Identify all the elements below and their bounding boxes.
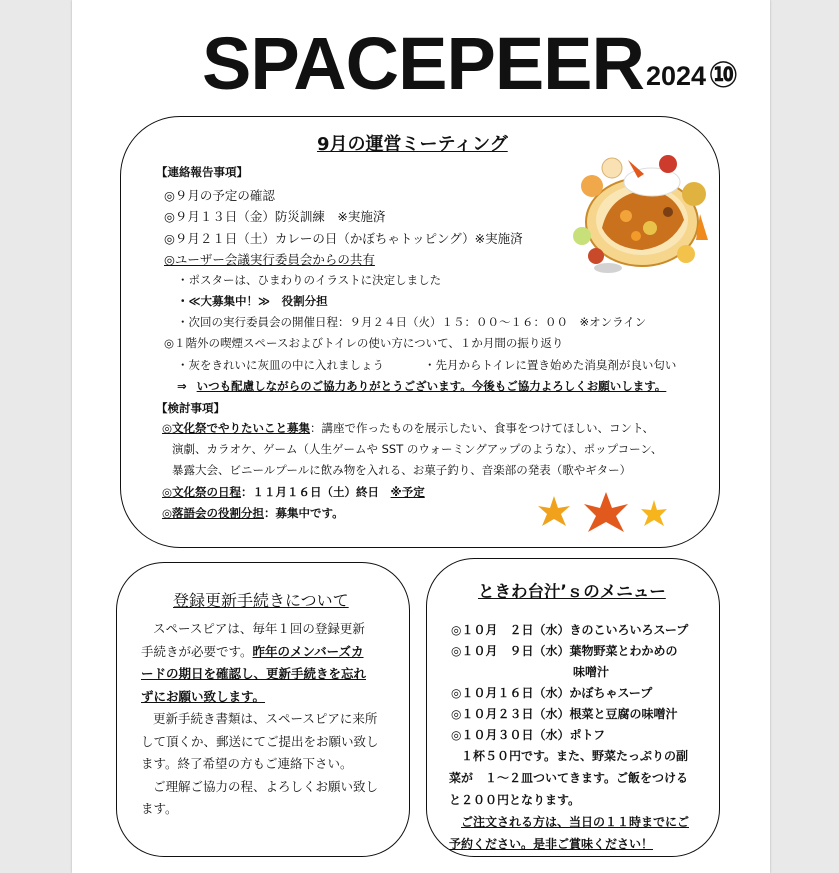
- meeting-item: ◎ユーザー会議実行委員会からの共有: [164, 252, 375, 267]
- festival-text: 演劇、カラオケ、ゲーム（人生ゲームや SST のウォーミングアップのような）、ポップコーン、: [172, 442, 663, 456]
- autumn-leaves-icon: [536, 490, 674, 536]
- title-year: 2024: [645, 61, 707, 91]
- thanks-text: いつも配慮しながらのご協力ありがとうございます。今後もご協力よろしくお願いします。: [196, 379, 667, 393]
- festival-text: 暴露大会、ビニールプールに飲み物を入れる、お菓子釣り、音楽部の発表（歌やギター）: [172, 463, 632, 477]
- menu-title: ときわ台汁’ｓのメニュー: [478, 582, 666, 601]
- menu-date: ◎１０月３０日（水）: [451, 728, 570, 742]
- menu-item: [451, 642, 678, 659]
- rakugo-label: ◎落語会の役割分担: [162, 506, 265, 520]
- rakugo-text: ：募集中です。: [264, 506, 344, 520]
- rakugo-roles: [162, 505, 344, 521]
- schedule-note: ※予定: [390, 485, 425, 499]
- renewal-line: スペースピアは、毎年１回の登録更新: [153, 621, 365, 636]
- menu-dish: 根菜と豆腐の味噌汁: [569, 707, 678, 721]
- renewal-line: ます。: [141, 801, 178, 816]
- schedule-label: ◎文化祭の日程: [162, 485, 242, 499]
- title-text: SPACEPEER: [202, 22, 644, 105]
- menu-item: [451, 621, 688, 638]
- meeting-item: ◎９月１３日（金）防災訓練 ※実施済: [164, 209, 386, 224]
- thanks-line: [177, 378, 666, 394]
- menu-item: [451, 684, 652, 701]
- menu-dish: きのこいろいろスープ: [569, 623, 689, 637]
- festival-label: ◎文化祭でやりたいこと募集: [162, 421, 311, 435]
- issue-number: ⑩: [708, 55, 739, 96]
- renewal-line: して頂くか、郵送にてご提出をお願い致し: [141, 733, 379, 749]
- renewal-line: 更新手続き書類は、スペースピアに来所: [153, 711, 378, 726]
- meeting-subitem: ・≪大募集中！≫ 役割分担: [177, 294, 328, 308]
- menu-date: ◎１０月２３日（水）: [451, 707, 570, 721]
- festival-text: ：講座で作ったものを展示したい、食事をつけてほしい、コント、: [310, 421, 655, 435]
- menu-date: ◎１０月 ２日（水）: [451, 623, 570, 637]
- menu-date: ◎１０月 ９日（水）: [451, 644, 570, 658]
- menu-order-line: 予約ください。是非ご賞味ください！: [449, 837, 654, 851]
- renewal-title: 登録更新手続きについて: [173, 591, 349, 610]
- menu-price-line: 菜が １〜２皿ついてきます。ご飯をつける: [449, 771, 689, 785]
- meeting-subitem: ・次回の実行委員会の開催日程：９月２４日（火）１５：００〜１６：００ ※オンライン: [177, 315, 647, 329]
- renewal-body: [141, 618, 401, 821]
- festival-idea: [162, 420, 654, 436]
- menu-price-line: １杯５０円です。また、野菜たっぷりの副: [461, 749, 689, 763]
- curry-plate-icon: [568, 150, 716, 280]
- menu-order-line: ご注文される方は、当日の１１時までにご: [461, 815, 690, 829]
- meeting-item: ◎９月の予定の確認: [164, 188, 275, 203]
- meeting-title: 9月の運営ミーティング: [317, 134, 508, 155]
- renewal-emphasis: 昨年のメンバーズカ: [252, 643, 364, 659]
- menu-dish: ポトフ: [569, 728, 606, 742]
- menu-item: [451, 726, 605, 743]
- newsletter-title: [202, 24, 739, 104]
- menu-dish: かぼちゃスープ: [569, 686, 653, 700]
- renewal-line: ご理解ご協力の程、よろしくお願い致し: [153, 778, 379, 794]
- meeting-item: ◎１階外の喫煙スペースおよびトイレの使い方について、１か月間の振り返り: [164, 336, 564, 350]
- menu-item: [451, 705, 678, 722]
- menu-price-line: と２００円となります。: [449, 793, 581, 807]
- renewal-line: ます。終了希望の方もご連絡下さい。: [141, 756, 353, 771]
- renewal-emphasis: ードの期日を確認し、更新手続きを忘れ: [141, 666, 367, 681]
- meeting-subitem: ・灰をきれいに灰皿の中に入れましょう: [177, 358, 384, 372]
- menu-dish: 葉物野菜とわかめの: [569, 644, 678, 658]
- renewal-text: 手続きが必要です。: [141, 643, 253, 659]
- festival-schedule: [162, 484, 425, 500]
- menu-date: ◎１０月１６日（水）: [451, 686, 570, 700]
- menu-price-info: [449, 745, 711, 855]
- meeting-item: ◎９月２１日（土）カレーの日（かぼちゃトッピング）※実施済: [164, 231, 523, 246]
- arrow-icon: ⇒: [177, 379, 187, 393]
- review-heading: 【検討事項】: [156, 401, 225, 415]
- renewal-emphasis: ずにお願い致します。: [141, 688, 266, 704]
- renewal-line: [141, 641, 401, 664]
- meeting-subitem: ・先月からトイレに置き始めた消臭剤が良い匂い: [424, 358, 677, 372]
- schedule-text: ：１１月１６日（土）終日: [241, 485, 391, 499]
- menu-dish-continued: 味噌汁: [573, 665, 610, 679]
- meeting-subitem: ・ポスターは、ひまわりのイラストに決定しました: [177, 273, 442, 287]
- report-heading: 【連絡報告事項】: [156, 165, 248, 179]
